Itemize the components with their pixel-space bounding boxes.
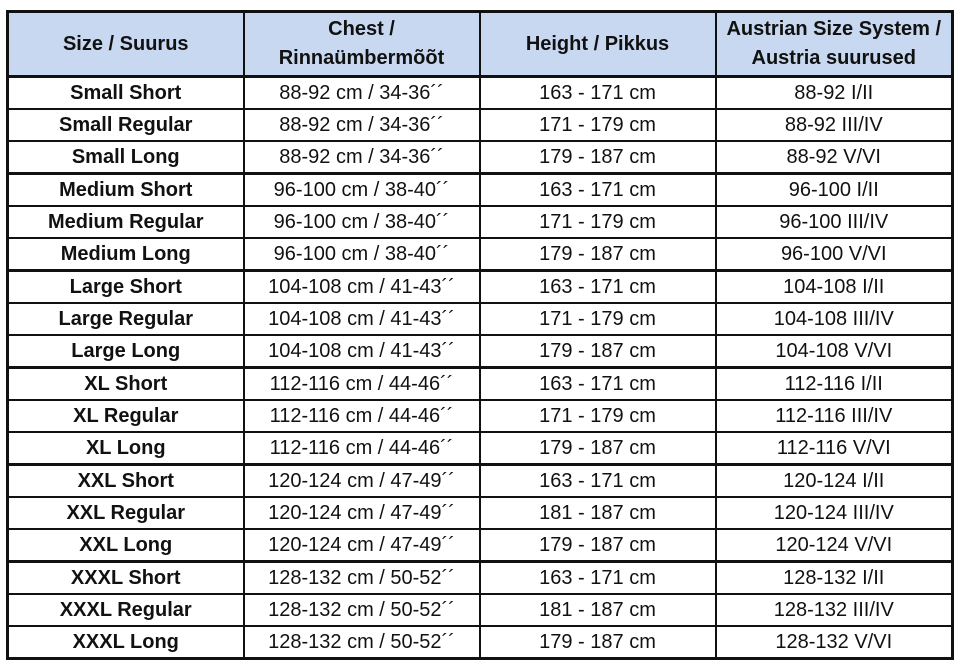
- cell-chest: 120-124 cm / 47-49´´: [244, 497, 480, 529]
- cell-chest: 128-132 cm / 50-52´´: [244, 594, 480, 626]
- cell-chest: 128-132 cm / 50-52´´: [244, 626, 480, 659]
- cell-size: Small Long: [8, 141, 244, 174]
- cell-height: 163 - 171 cm: [480, 465, 716, 498]
- cell-chest: 88-92 cm / 34-36´´: [244, 77, 480, 110]
- cell-height: 179 - 187 cm: [480, 432, 716, 465]
- table-row: [8, 594, 953, 626]
- cell-chest: 88-92 cm / 34-36´´: [244, 109, 480, 141]
- cell-size: Large Short: [8, 271, 244, 304]
- cell-austrian-size: 128-132 V/VI: [716, 626, 953, 659]
- table-row: [8, 141, 953, 174]
- table-header: [8, 12, 953, 77]
- cell-austrian-size: 104-108 I/II: [716, 271, 953, 304]
- cell-height: 171 - 179 cm: [480, 400, 716, 432]
- table-row: [8, 271, 953, 304]
- size-chart: [6, 10, 951, 660]
- cell-austrian-size: 96-100 I/II: [716, 174, 953, 207]
- table-row: [8, 432, 953, 465]
- cell-chest: 112-116 cm / 44-46´´: [244, 432, 480, 465]
- cell-size: Small Short: [8, 77, 244, 110]
- cell-size: Large Regular: [8, 303, 244, 335]
- cell-height: 179 - 187 cm: [480, 529, 716, 562]
- table-body: [8, 77, 953, 659]
- cell-austrian-size: 104-108 V/VI: [716, 335, 953, 368]
- table-row: [8, 400, 953, 432]
- cell-size: XXL Long: [8, 529, 244, 562]
- cell-chest: 88-92 cm / 34-36´´: [244, 141, 480, 174]
- cell-austrian-size: 104-108 III/IV: [716, 303, 953, 335]
- size-table: [6, 10, 954, 660]
- cell-height: 179 - 187 cm: [480, 238, 716, 271]
- cell-height: 171 - 179 cm: [480, 109, 716, 141]
- cell-height: 181 - 187 cm: [480, 594, 716, 626]
- cell-chest: 112-116 cm / 44-46´´: [244, 400, 480, 432]
- cell-size: XXXL Regular: [8, 594, 244, 626]
- cell-chest: 120-124 cm / 47-49´´: [244, 465, 480, 498]
- cell-size: XXL Short: [8, 465, 244, 498]
- table-row: [8, 626, 953, 659]
- table-row: [8, 109, 953, 141]
- cell-size: Medium Long: [8, 238, 244, 271]
- cell-chest: 104-108 cm / 41-43´´: [244, 271, 480, 304]
- cell-chest: 120-124 cm / 47-49´´: [244, 529, 480, 562]
- cell-height: 179 - 187 cm: [480, 335, 716, 368]
- cell-chest: 104-108 cm / 41-43´´: [244, 303, 480, 335]
- cell-chest: 128-132 cm / 50-52´´: [244, 562, 480, 595]
- cell-chest: 112-116 cm / 44-46´´: [244, 368, 480, 401]
- cell-size: Large Long: [8, 335, 244, 368]
- cell-austrian-size: 120-124 V/VI: [716, 529, 953, 562]
- table-row: [8, 206, 953, 238]
- cell-austrian-size: 120-124 I/II: [716, 465, 953, 498]
- cell-austrian-size: 112-116 V/VI: [716, 432, 953, 465]
- cell-size: Medium Short: [8, 174, 244, 207]
- cell-height: 171 - 179 cm: [480, 303, 716, 335]
- table-row: [8, 465, 953, 498]
- table-row: [8, 303, 953, 335]
- cell-chest: 96-100 cm / 38-40´´: [244, 238, 480, 271]
- cell-height: 181 - 187 cm: [480, 497, 716, 529]
- cell-austrian-size: 96-100 V/VI: [716, 238, 953, 271]
- cell-height: 179 - 187 cm: [480, 626, 716, 659]
- table-row: [8, 174, 953, 207]
- table-row: [8, 529, 953, 562]
- cell-size: XXXL Short: [8, 562, 244, 595]
- cell-size: Small Regular: [8, 109, 244, 141]
- cell-austrian-size: 112-116 III/IV: [716, 400, 953, 432]
- cell-size: XL Long: [8, 432, 244, 465]
- cell-height: 163 - 171 cm: [480, 271, 716, 304]
- cell-size: XL Short: [8, 368, 244, 401]
- cell-austrian-size: 128-132 III/IV: [716, 594, 953, 626]
- header-chest: Chest / Rinnaümbermõõt: [244, 12, 480, 77]
- cell-size: XXL Regular: [8, 497, 244, 529]
- header-height: Height / Pikkus: [480, 12, 716, 77]
- cell-size: XL Regular: [8, 400, 244, 432]
- cell-height: 163 - 171 cm: [480, 562, 716, 595]
- cell-height: 179 - 187 cm: [480, 141, 716, 174]
- header-row: [8, 12, 953, 77]
- cell-austrian-size: 120-124 III/IV: [716, 497, 953, 529]
- cell-height: 163 - 171 cm: [480, 77, 716, 110]
- cell-austrian-size: 96-100 III/IV: [716, 206, 953, 238]
- cell-height: 163 - 171 cm: [480, 368, 716, 401]
- cell-height: 171 - 179 cm: [480, 206, 716, 238]
- cell-austrian-size: 112-116 I/II: [716, 368, 953, 401]
- table-row: [8, 562, 953, 595]
- table-row: [8, 497, 953, 529]
- cell-austrian-size: 88-92 I/II: [716, 77, 953, 110]
- cell-austrian-size: 128-132 I/II: [716, 562, 953, 595]
- header-size: Size / Suurus: [8, 12, 244, 77]
- table-row: [8, 77, 953, 110]
- cell-chest: 104-108 cm / 41-43´´: [244, 335, 480, 368]
- cell-size: Medium Regular: [8, 206, 244, 238]
- cell-size: XXXL Long: [8, 626, 244, 659]
- cell-austrian-size: 88-92 III/IV: [716, 109, 953, 141]
- cell-chest: 96-100 cm / 38-40´´: [244, 174, 480, 207]
- cell-austrian-size: 88-92 V/VI: [716, 141, 953, 174]
- header-austrian-size: Austrian Size System / Austria suurused: [716, 12, 953, 77]
- table-row: [8, 335, 953, 368]
- table-row: [8, 238, 953, 271]
- table-row: [8, 368, 953, 401]
- cell-height: 163 - 171 cm: [480, 174, 716, 207]
- cell-chest: 96-100 cm / 38-40´´: [244, 206, 480, 238]
